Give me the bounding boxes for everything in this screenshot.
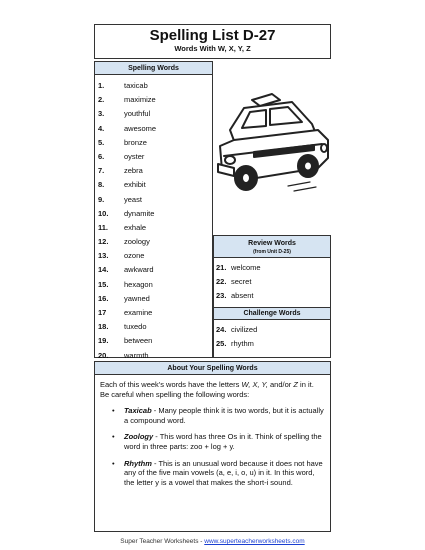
about-intro xyxy=(100,380,325,399)
item-word: zebra xyxy=(124,166,143,176)
item-number: 22. xyxy=(216,276,227,286)
item-number: 24. xyxy=(216,325,227,335)
item-number: 17 xyxy=(98,308,107,317)
item-word: welcome xyxy=(231,263,261,272)
item-number: 18. xyxy=(98,322,109,332)
list-item xyxy=(95,306,212,320)
spelling-words-box xyxy=(94,61,213,358)
item-word: tuxedo xyxy=(124,322,147,332)
item-number: 3. xyxy=(98,109,105,119)
item-word: oyster xyxy=(124,151,145,161)
intro-letters: W, X, Y, xyxy=(241,380,268,389)
item-number: 1. xyxy=(98,81,105,90)
bullet-icon: • xyxy=(112,406,115,416)
item-number: 6. xyxy=(98,151,105,161)
challenge-words-header: Challenge Words xyxy=(214,307,330,320)
list-item xyxy=(95,278,212,292)
list-item xyxy=(95,249,212,263)
spelling-words-header: Spelling Words xyxy=(95,62,212,75)
item-number: 13. xyxy=(98,251,109,261)
item-word: dynamite xyxy=(124,208,155,218)
about-bullet xyxy=(100,432,325,451)
list-item xyxy=(95,164,212,178)
item-number: 15. xyxy=(98,279,109,289)
bullet-icon: • xyxy=(112,432,115,442)
about-bullet-list xyxy=(100,406,325,487)
footer xyxy=(0,538,425,545)
item-word: civilized xyxy=(231,325,258,335)
bullet-icon: • xyxy=(112,458,115,468)
list-item xyxy=(95,79,212,93)
bullet-term: Zoology xyxy=(124,432,154,442)
list-item xyxy=(214,261,330,275)
page-subtitle: Words With W, X, Y, Z xyxy=(174,44,251,53)
intro-text: in it. Be careful when spelling the following words: xyxy=(100,380,314,399)
review-words-list xyxy=(214,261,330,302)
title-box xyxy=(94,24,331,59)
intro-letter-z: Z xyxy=(293,380,298,389)
list-item xyxy=(95,235,212,249)
page-title: Spelling List D-27 xyxy=(149,27,276,44)
list-item xyxy=(95,193,212,207)
about-bullet xyxy=(100,459,325,488)
list-item xyxy=(95,334,212,348)
review-words-title: Review Words xyxy=(248,240,296,247)
list-item xyxy=(214,275,330,289)
item-word: hexagon xyxy=(124,279,153,289)
footer-text: Super Teacher Worksheets - xyxy=(120,538,205,545)
review-words-source: (from Unit D-25) xyxy=(253,249,291,255)
taxi-cab-icon xyxy=(214,90,334,198)
item-word: between xyxy=(124,336,153,346)
item-number: 20. xyxy=(98,350,109,360)
review-challenge-box xyxy=(213,235,331,358)
item-number: 2. xyxy=(98,95,105,105)
about-body xyxy=(95,375,330,487)
item-number: 7. xyxy=(98,166,105,176)
item-number: 16. xyxy=(98,293,109,303)
item-number: 21. xyxy=(216,263,227,272)
item-word: warmth xyxy=(124,350,149,360)
bullet-term: Taxicab xyxy=(124,406,152,416)
item-number: 12. xyxy=(98,237,109,247)
item-number: 10. xyxy=(98,208,109,218)
item-number: 11. xyxy=(98,222,109,232)
item-word: exhibit xyxy=(124,180,146,190)
list-item xyxy=(95,292,212,306)
item-word: exhale xyxy=(124,222,147,232)
item-number: 25. xyxy=(216,339,227,349)
item-number: 9. xyxy=(98,194,105,204)
bullet-text: - This is an unusual word because it does not have any of the five main vowels (a, e, i, o, u) in it. In this word, the letter y is a vowel that makes the short-i sound. xyxy=(124,458,323,487)
item-word: yawned xyxy=(124,293,150,303)
item-number: 5. xyxy=(98,137,105,147)
item-number: 8. xyxy=(98,180,105,190)
footer-link[interactable]: www.superteacherworksheets.com xyxy=(204,538,305,545)
list-item xyxy=(214,337,330,351)
list-item xyxy=(214,289,330,303)
list-item xyxy=(95,107,212,121)
bullet-term: Rhythm xyxy=(124,458,152,468)
about-header: About Your Spelling Words xyxy=(95,362,330,375)
list-item xyxy=(95,320,212,334)
list-item xyxy=(214,323,330,337)
item-number: 4. xyxy=(98,123,105,133)
item-word: examine xyxy=(124,308,153,317)
intro-text: and/or xyxy=(267,380,294,389)
list-item xyxy=(95,136,212,150)
item-word: awkward xyxy=(124,265,154,275)
about-bullet xyxy=(100,406,325,425)
item-word: zoology xyxy=(124,237,150,247)
item-word: ozone xyxy=(124,251,145,261)
list-item xyxy=(95,93,212,107)
item-word: absent xyxy=(231,290,254,300)
challenge-words-list xyxy=(214,323,330,351)
item-word: maximize xyxy=(124,95,156,105)
bullet-text: - This word has three Os in it. Think of spelling the word in three parts: zoo + log + y. xyxy=(124,432,322,451)
item-word: awesome xyxy=(124,123,157,133)
item-word: secret xyxy=(231,276,252,286)
item-word: yeast xyxy=(124,194,142,204)
spelling-words-list xyxy=(95,79,212,363)
list-item xyxy=(95,221,212,235)
item-number: 23. xyxy=(216,290,227,300)
item-word: bronze xyxy=(124,137,147,147)
list-item xyxy=(95,207,212,221)
item-word: youthful xyxy=(124,109,151,119)
item-word: taxicab xyxy=(124,81,148,90)
item-word: rhythm xyxy=(231,339,254,349)
review-words-header xyxy=(214,236,330,258)
list-item xyxy=(95,150,212,164)
list-item xyxy=(95,122,212,136)
intro-text: Each of this week's words have the letters xyxy=(100,380,242,389)
item-number: 19. xyxy=(98,336,109,346)
item-number: 14. xyxy=(98,265,109,275)
list-item xyxy=(95,178,212,192)
list-item xyxy=(95,263,212,277)
about-box xyxy=(94,361,331,532)
bullet-text: - Many people think it is two words, but it is actually a compound word. xyxy=(124,406,324,425)
